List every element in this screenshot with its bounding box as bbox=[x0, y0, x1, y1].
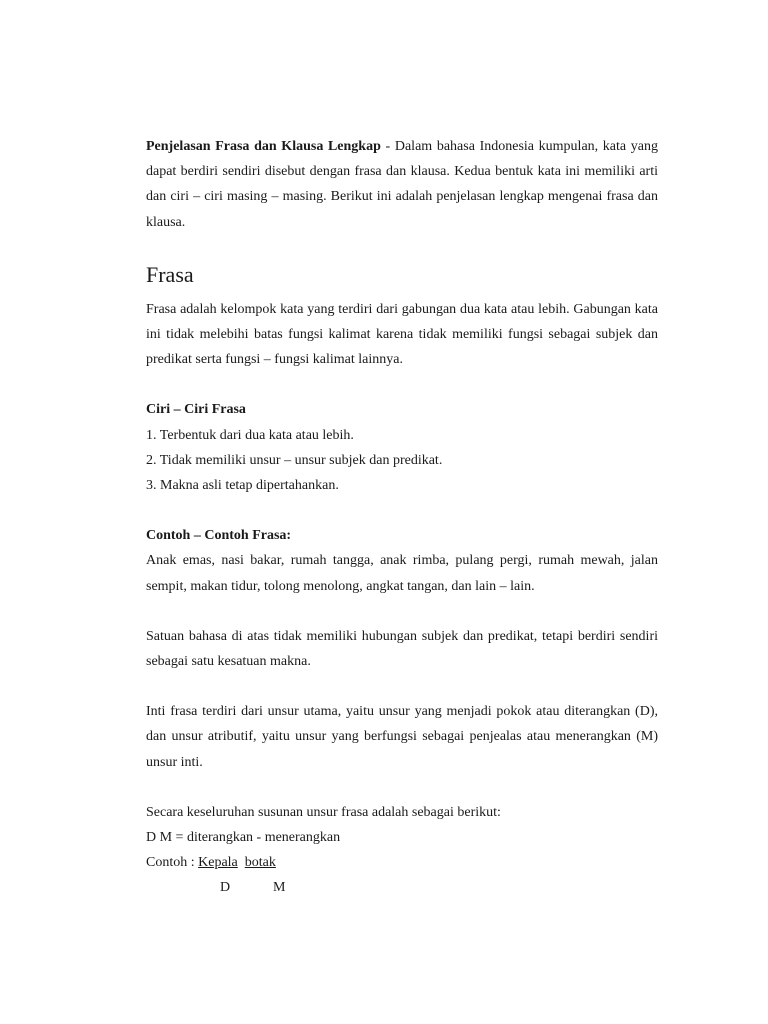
section-heading: Frasa bbox=[146, 261, 194, 287]
ciri-item-1: 1. Terbentuk dari dua kata atau lebih. bbox=[146, 427, 354, 443]
example-d-label: D bbox=[220, 880, 231, 896]
satuan-paragraph: Satuan bahasa di atas tidak memiliki hubungan subjek dan predikat, tetapi berdiri sendiri sebagai satu kesatuan makna. bbox=[146, 628, 658, 670]
susunan-line: Secara keseluruhan susunan unsur frasa adalah sebagai berikut: bbox=[146, 804, 501, 820]
ciri-item-3: 3. Makna asli tetap dipertahankan. bbox=[146, 478, 339, 494]
inti-paragraph: Inti frasa terdiri dari unsur utama, yaitu unsur yang menjadi pokok atau diterangkan (D), dan unsur atributif, yaitu unsur yang berfungsi sebagai penjealas atau menerangkan (M) unsur inti. bbox=[146, 704, 658, 770]
intro-title: Penjelasan Frasa dan Klausa Lengkap bbox=[146, 139, 381, 154]
intro-paragraph bbox=[146, 134, 658, 235]
document-page bbox=[146, 134, 658, 901]
example-m-label: M bbox=[273, 880, 286, 896]
example-dm-row bbox=[146, 875, 658, 900]
contoh-text: Anak emas, nasi bakar, rumah tangga, anak rimba, pulang pergi, rumah mewah, jalan sempit, makan tidur, tolong menolong, angkat tangan, dan lain – lain. bbox=[146, 553, 658, 594]
example-line bbox=[146, 850, 658, 875]
ciri-heading: Ciri – Ciri Frasa bbox=[146, 402, 246, 418]
dm-line: D M = diterangkan - menerangkan bbox=[146, 830, 341, 846]
frasa-definition: Frasa adalah kelompok kata yang terdiri dari gabungan dua kata atau lebih. Gabungan kata ini tidak melebihi batas fungsi kalimat karena tidak memiliki fungsi sebagai subjek dan predikat serta fungsi – fungsi kalimat lainnya. bbox=[146, 301, 658, 368]
intro-text: - Dalam bahasa Indonesia kumpulan, kata yang dapat berdiri sendiri disebut dengan frasa dan klausa. Kedua bentuk kata ini memiliki arti dan ciri – ciri masing – masing. Berikut ini adalah penjelasan lengkap mengenai frasa dan klausa. bbox=[146, 139, 658, 230]
ciri-item-2: 2. Tidak memiliki unsur – unsur subjek dan predikat. bbox=[146, 452, 443, 468]
example-label: Contoh : bbox=[146, 855, 199, 871]
contoh-heading: Contoh – Contoh Frasa: bbox=[146, 528, 292, 544]
example-word-kepala: Kepala bbox=[198, 855, 238, 871]
example-word-botak: botak bbox=[244, 855, 276, 871]
